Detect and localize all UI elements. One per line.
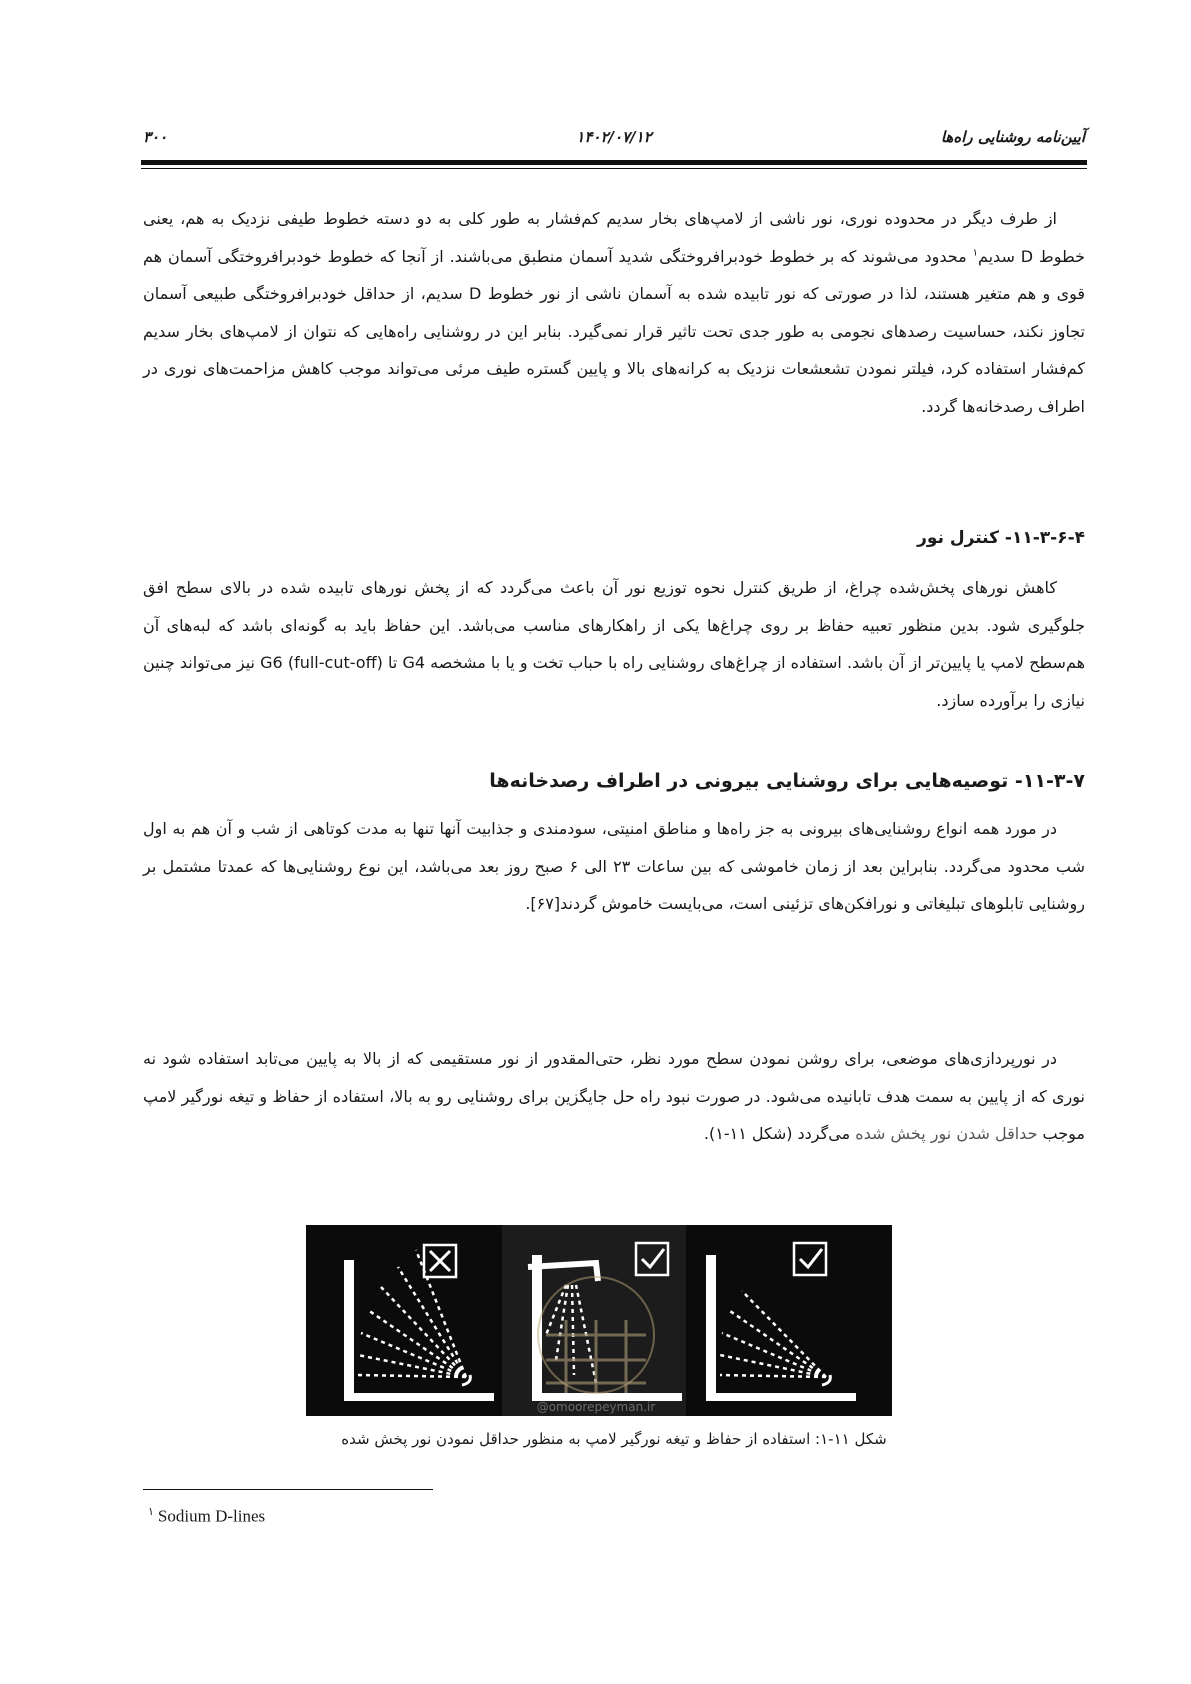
paragraph-light-control: کاهش نورهای پخش‌شده چراغ، از طریق کنترل نحوه توزیع نور آن باعث می‌گردد که از پخش نورهای تابیده شده در بالای سطح افق جلوگیری شود. بدین منظور تعبیه حفاظ بر روی چراغ‌ها یکی از راهکارهای مناسب می‌باشد. این حفاظ باید به گونه‌ای باشد که لبه‌های آن هم‌سطح لامپ یا پایین‌تر از آن باشد. استفاده از چراغ‌های روشنایی راه با حباب تخت و یا با مشخصه G4 تا G6 (full-cut-off) نیز می‌تواند چنین نیازی را برآورده سازد. (143, 578, 1086, 710)
header-rule-thin (141, 168, 1087, 169)
section-heading-light-control: ۱۱-۳-۶-۴- کنترل نور (917, 528, 1085, 548)
paragraph-sodium-lines (143, 200, 1085, 425)
watermark-text: @omoorepeyman.ir (536, 1400, 656, 1414)
footnote-reference: ۱ (972, 247, 978, 259)
running-title: آیین‌نامه روشنایی راه‌ها (940, 128, 1085, 146)
header-rule-thick (141, 160, 1087, 165)
figure-panel-shielded (502, 1225, 686, 1416)
paragraph-local-lighting (143, 1040, 1085, 1153)
footnote-rule (143, 1489, 433, 1490)
paragraph-text: محدود می‌شوند که بر خطوط خودبرافروختگی شدید آسمان منطبق می‌باشند. از آنجا که خطوط خودبرافروختگی آسمان هم قوی و هم متغیر هستند، لذا در صورتی که نور تابیده شده به آسمان ناشی از نور خطوط D سدیم، از حداقل خودبرافروختگی طبیعی آسمان تجاوز نکند، حساسیت رصدهای نجومی به طور جدی تحت تاثیر قرار نمی‌گیرد. بنابر این در روشنایی راه‌هایی که نتوان از لامپ‌های بخار سدیم کم‌فشار استفاده کرد، فیلتر نمودن تشعشعات نزدیک به کرانه‌های بالا و پایین گستره طیف مرئی می‌تواند موجب کاهش مزاحمت‌های نوری در اطراف رصدخانه‌ها گردد. (143, 246, 1086, 416)
footnote-number: ۱ (148, 1506, 154, 1518)
footnote (148, 1505, 265, 1527)
paragraph-text: در نورپردازی‌های موضعی، برای روشن نمودن سطح مورد نظر، حتی‌المقدور از نور مستقیمی که از بالا به پایین می‌تابد استفاده شود نه نوری که از پایین به سمت هدف تابانیده می‌شود. در صورت نبود راه حل جایگزین برای روشنایی رو به بالا، استفاده از حفاظ و تیغه نورگیر لامپ موجب (143, 1049, 1085, 1143)
paragraph-outdoor-lighting: در مورد همه انواع روشنایی‌های بیرونی به جز راه‌ها و مناطق امنیتی، سودمندی و جذابیت آنها تنها به مدت کوتاهی از شب و آن هم به اول شب محدود می‌گردد. بنابراین بعد از زمان خاموشی که بین ساعات ۲۳ الی ۶ صبح روز بعد می‌باشد، این نوع روشنایی‌ها که عمدتا مشتمل بر روشنایی تابلوهای تبلیغاتی و نورافکن‌های تزئینی است، می‌بایست خاموش گردند[۶۷]. (143, 819, 1086, 913)
figure-shielding-diagram (306, 1225, 892, 1416)
highlighted-text: حداقل شدن نور پخش شده (855, 1124, 1038, 1143)
section-heading-observatory-lighting: ۱۱-۳-۷- توصیه‌هایی برای روشنایی بیرونی در اطراف رصدخانه‌ها (489, 770, 1085, 792)
page-header (143, 128, 1085, 150)
page-number: ۳۰۰ (143, 128, 168, 146)
footnote-text: Sodium D-lines (157, 1506, 266, 1526)
header-date: ۱۴۰۲/۰۷/۱۲ (576, 128, 652, 146)
paragraph-text: از طرف دیگر در محدوده نوری، نور ناشی از لامپ‌های بخار سدیم کم‌فشار به طور کلی به دو دسته خطوط طیفی نزدیک به هم، یعنی خطوط D سدیم (143, 209, 1085, 266)
paragraph-text: می‌گردد (شکل ۱۱-۱). (703, 1124, 856, 1143)
figure-caption: شکل ۱۱-۱: استفاده از حفاظ و تیغه نورگیر لامپ به منظور حداقل نمودن نور پخش شده (341, 1430, 887, 1448)
